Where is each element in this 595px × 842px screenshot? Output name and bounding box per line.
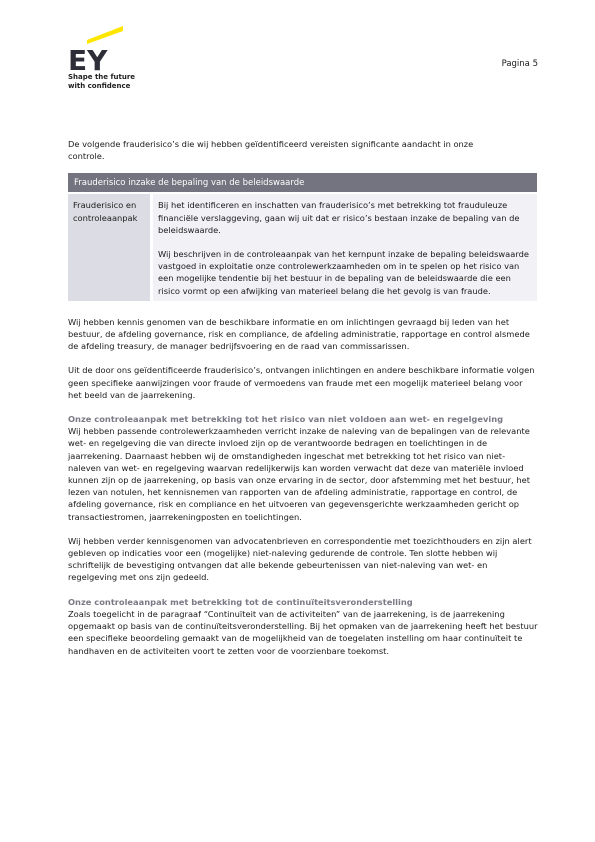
section-paragraph: Wij hebben verder kennisgenomen van advocatenbrieven en correspondentie met toezichthouders en zijn alert gebleven op indicaties voor een (mogelijke) niet-naleving gedurende de controle. Ten slotte hebben wij schriftelijk de bevestiging ontvangen dat alle bekende gebeurtenissen van niet-naleving van wet- en regelgeving met ons zijn gedeeld. xyxy=(68,535,532,583)
section-heading: Onze controleaanpak met betrekking tot het risico van niet voldoen aan wet- en regelgeving xyxy=(68,414,504,425)
risk-paragraph: Wij beschrijven in de controleaanpak van het kernpunt inzake de bepaling beleidswaarde vastgoed in exploitatie onze controlewerkzaamheden om in te spelen op het risico van een mogelijke tendentie bij het bestuur in de bepaling van de beleidswaarde die een risico vormt op een afwijking van materieel belang die het gevolg is van fraude. xyxy=(158,249,529,296)
svg-text:EY: EY xyxy=(68,44,108,72)
section-continuiteit xyxy=(68,596,538,657)
risk-row-body xyxy=(152,193,538,300)
section-heading: Onze controleaanpak met betrekking tot de continuïteitsveronderstelling xyxy=(68,596,413,607)
page-content xyxy=(68,138,538,669)
section-paragraph: Wij hebben passende controlewerkzaamheden verricht inzake de naleving van de bepalingen van de relevante wet- en regelgeving die van directe invloed zijn op de verantwoorde bedragen en toelichtingen in de jaarrekening. Daarnaast hebben wij de omstandigheden ingeschat met betrekking tot het risico van niet-naleven van wet- en regelgeving waarvan redelijkerwijs kan worden verwacht dat deze van materiële invloed kunnen zijn op de jaarrekening, op basis van onze ervaring in de sector, door afstemming met het bestuur, het lezen van notulen, het kennisnemen van rapporten van de afdeling administratie, rapportage en control, de afdeling governance, risk en compliance en het uitvoeren van gegevensgerichte werkzaamheden gericht op transactiestromen, jaarrekeningposten en toelichtingen. xyxy=(68,426,530,522)
logo-tagline: Shape the future with confidence xyxy=(68,73,136,90)
risk-row-label: Frauderisico en controleaanpak xyxy=(68,193,152,300)
body-paragraph: Uit de door ons geïdentificeerde frauderisico’s, ontvangen inlichtingen en andere beschikbare informatie volgen geen specifieke aanwijzingen voor fraude of vermoedens van fraude met een mogelijk materieel belang voor het beeld van de jaarrekening. xyxy=(68,365,535,400)
fraud-risk-table xyxy=(68,173,537,300)
section-paragraph: Zoals toegelicht in de paragraaf “Continuïteit van de activiteiten” van de jaarrekening, is de jaarrekening opgemaakt op basis van de continuïteitsveronderstelling. Bij het opmaken van de jaarrekening heeft het bestuur een specifieke beoordeling gemaakt van de mogelijkheid van de toegelaten instelling om haar continuïteit te handhaven en de activiteiten voort te zetten voor de voorzienbare toekomst. xyxy=(68,608,538,656)
risk-table-title: Frauderisico inzake de bepaling van de beleidswaarde xyxy=(68,173,537,193)
body-paragraph: Wij hebben kennis genomen van de beschikbare informatie en om inlichtingen gevraagd bij leden van het bestuur, de afdeling governance, risk en compliance, de afdeling administratie, rapportage en control alsmede de afdeling treasury, de manager bedrijfsvoering en de raad van commissarissen. xyxy=(68,316,530,352)
risk-paragraph: Bij het identificeren en inschatten van frauderisico’s met betrekking tot frauduleuze financiële verslaggeving, gaan wij uit dat er risico’s bestaan inzake de bepaling van de beleidswaarde. xyxy=(158,200,520,235)
ey-logo-mark xyxy=(67,26,137,72)
page-number: Pagina 5 xyxy=(501,59,538,69)
ey-logo xyxy=(67,26,137,96)
section-wet-regelgeving xyxy=(68,413,538,584)
intro-paragraph: De volgende frauderisico’s die wij hebben geïdentificeerd vereisten significante aandacht in onze controle. xyxy=(68,139,474,162)
